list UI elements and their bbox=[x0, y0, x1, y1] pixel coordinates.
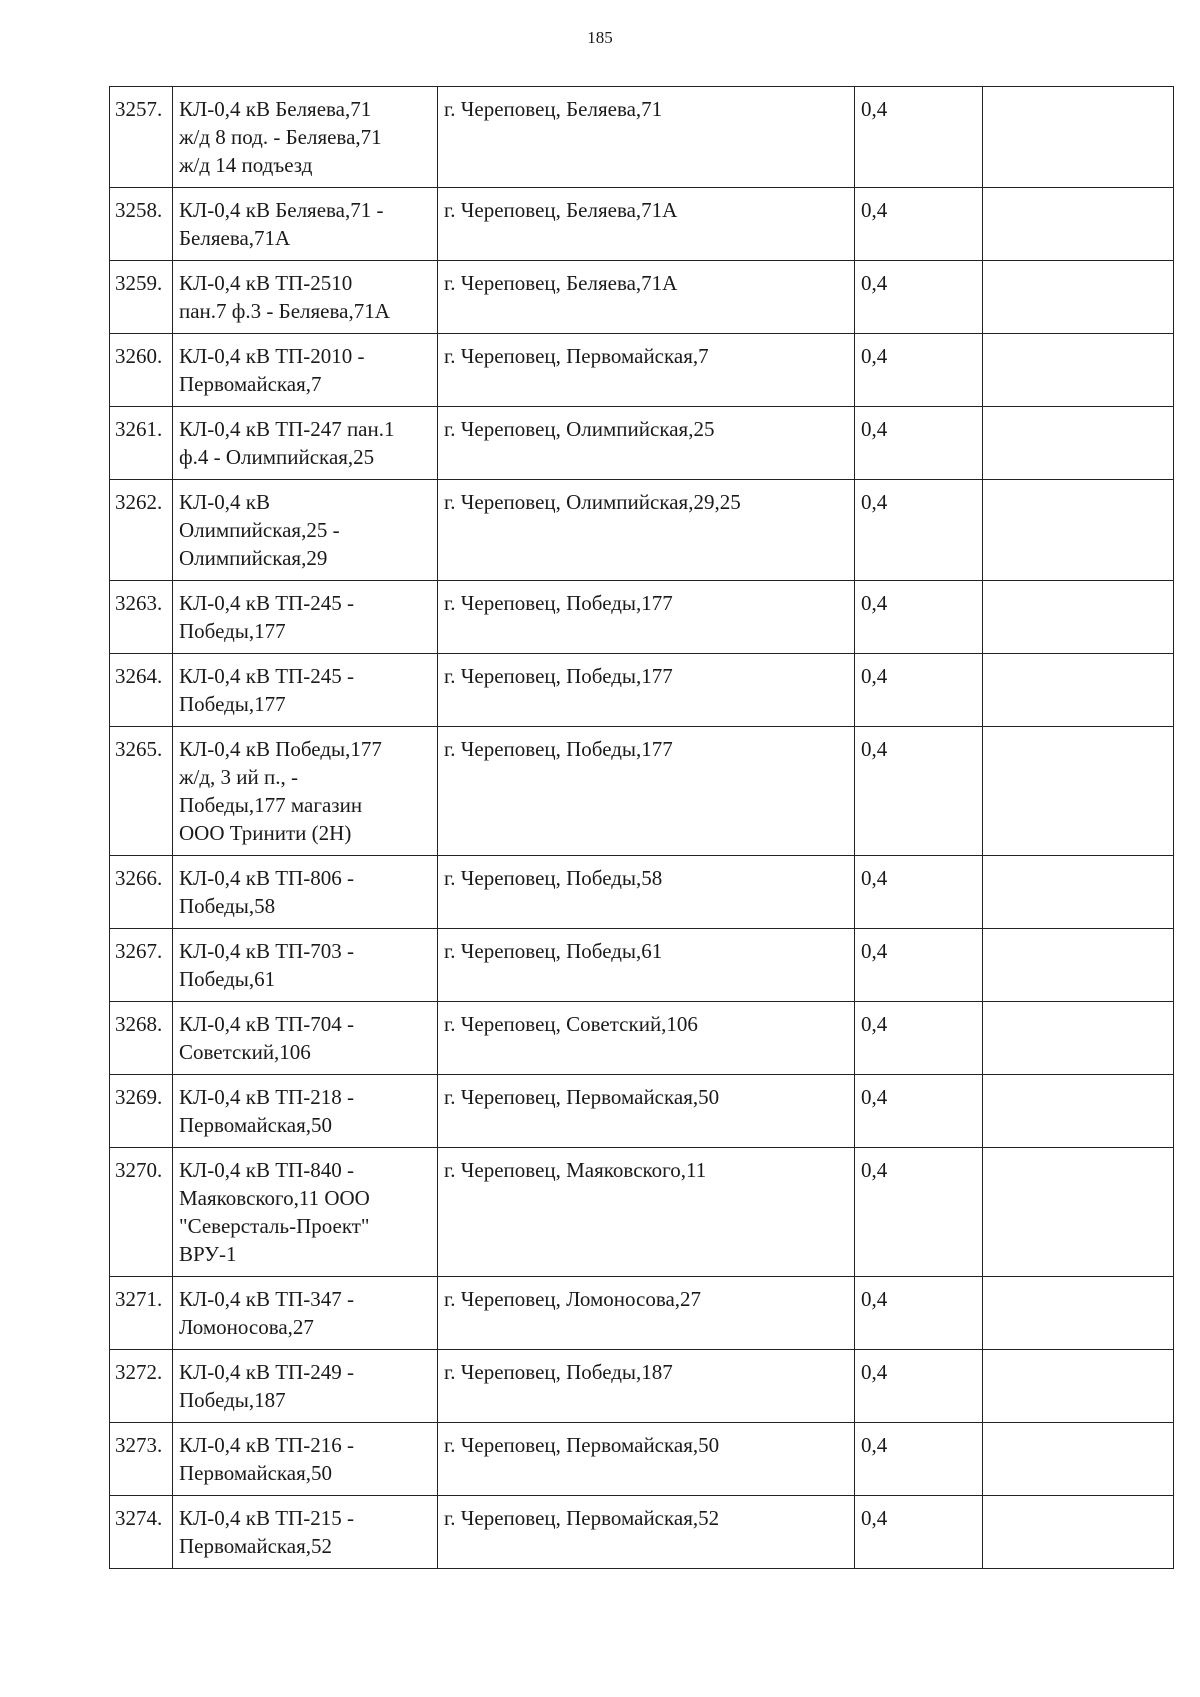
row-number-cell: 3273. bbox=[110, 1423, 173, 1496]
voltage-cell: 0,4 bbox=[855, 188, 983, 261]
voltage-cell: 0,4 bbox=[855, 334, 983, 407]
table-row bbox=[110, 1350, 1174, 1423]
voltage-cell: 0,4 bbox=[855, 1148, 983, 1277]
row-number-cell: 3274. bbox=[110, 1496, 173, 1569]
notes-cell bbox=[983, 480, 1174, 581]
page-number: 185 bbox=[587, 28, 613, 47]
voltage-cell: 0,4 bbox=[855, 727, 983, 856]
address-cell: г. Череповец, Первомайская,50 bbox=[438, 1423, 855, 1496]
row-number-cell: 3268. bbox=[110, 1002, 173, 1075]
line-name-cell: КЛ-0,4 кВ ТП-2510 пан.7 ф.3 - Беляева,71А bbox=[173, 261, 438, 334]
line-name-cell: КЛ-0,4 кВ Победы,177 ж/д, 3 ий п., - Победы,177 магазин ООО Тринити (2Н) bbox=[173, 727, 438, 856]
notes-cell bbox=[983, 1002, 1174, 1075]
notes-cell bbox=[983, 1075, 1174, 1148]
row-number-cell: 3261. bbox=[110, 407, 173, 480]
voltage-cell: 0,4 bbox=[855, 1496, 983, 1569]
table-row bbox=[110, 188, 1174, 261]
table-row bbox=[110, 1277, 1174, 1350]
address-cell: г. Череповец, Первомайская,52 bbox=[438, 1496, 855, 1569]
voltage-cell: 0,4 bbox=[855, 1277, 983, 1350]
row-number-cell: 3266. bbox=[110, 856, 173, 929]
address-cell: г. Череповец, Первомайская,7 bbox=[438, 334, 855, 407]
line-name-cell: КЛ-0,4 кВ ТП-703 - Победы,61 bbox=[173, 929, 438, 1002]
row-number-cell: 3259. bbox=[110, 261, 173, 334]
row-number-cell: 3269. bbox=[110, 1075, 173, 1148]
notes-cell bbox=[983, 727, 1174, 856]
notes-cell bbox=[983, 1277, 1174, 1350]
line-name-cell: КЛ-0,4 кВ ТП-2010 - Первомайская,7 bbox=[173, 334, 438, 407]
address-cell: г. Череповец, Маяковского,11 bbox=[438, 1148, 855, 1277]
address-cell: г. Череповец, Победы,177 bbox=[438, 654, 855, 727]
notes-cell bbox=[983, 856, 1174, 929]
line-name-cell: КЛ-0,4 кВ ТП-347 - Ломоносова,27 bbox=[173, 1277, 438, 1350]
table-row bbox=[110, 856, 1174, 929]
row-number-cell: 3260. bbox=[110, 334, 173, 407]
line-name-cell: КЛ-0,4 кВ ТП-245 - Победы,177 bbox=[173, 654, 438, 727]
row-number-cell: 3267. bbox=[110, 929, 173, 1002]
notes-cell bbox=[983, 87, 1174, 188]
voltage-cell: 0,4 bbox=[855, 1075, 983, 1148]
address-cell: г. Череповец, Беляева,71 bbox=[438, 87, 855, 188]
notes-cell bbox=[983, 334, 1174, 407]
voltage-cell: 0,4 bbox=[855, 581, 983, 654]
line-name-cell: КЛ-0,4 кВ ТП-247 пан.1 ф.4 - Олимпийская,25 bbox=[173, 407, 438, 480]
notes-cell bbox=[983, 1148, 1174, 1277]
address-cell: г. Череповец, Победы,61 bbox=[438, 929, 855, 1002]
row-number-cell: 3264. bbox=[110, 654, 173, 727]
voltage-cell: 0,4 bbox=[855, 1423, 983, 1496]
table-row bbox=[110, 334, 1174, 407]
line-name-cell: КЛ-0,4 кВ ТП-216 - Первомайская,50 bbox=[173, 1423, 438, 1496]
address-cell: г. Череповец, Победы,58 bbox=[438, 856, 855, 929]
notes-cell bbox=[983, 407, 1174, 480]
notes-cell bbox=[983, 188, 1174, 261]
notes-cell bbox=[983, 1496, 1174, 1569]
address-cell: г. Череповец, Беляева,71А bbox=[438, 188, 855, 261]
address-cell: г. Череповец, Победы,187 bbox=[438, 1350, 855, 1423]
table-row bbox=[110, 480, 1174, 581]
notes-cell bbox=[983, 261, 1174, 334]
row-number-cell: 3265. bbox=[110, 727, 173, 856]
row-number-cell: 3262. bbox=[110, 480, 173, 581]
table-row bbox=[110, 87, 1174, 188]
row-number-cell: 3257. bbox=[110, 87, 173, 188]
address-cell: г. Череповец, Победы,177 bbox=[438, 581, 855, 654]
table-row bbox=[110, 1075, 1174, 1148]
address-cell: г. Череповец, Беляева,71А bbox=[438, 261, 855, 334]
table-body bbox=[110, 87, 1174, 1569]
line-name-cell: КЛ-0,4 кВ ТП-218 - Первомайская,50 bbox=[173, 1075, 438, 1148]
line-name-cell: КЛ-0,4 кВ Беляева,71 ж/д 8 под. - Беляева,71 ж/д 14 подъезд bbox=[173, 87, 438, 188]
notes-cell bbox=[983, 1423, 1174, 1496]
voltage-cell: 0,4 bbox=[855, 261, 983, 334]
line-name-cell: КЛ-0,4 кВ Беляева,71 - Беляева,71А bbox=[173, 188, 438, 261]
voltage-cell: 0,4 bbox=[855, 87, 983, 188]
address-cell: г. Череповец, Ломоносова,27 bbox=[438, 1277, 855, 1350]
voltage-cell: 0,4 bbox=[855, 929, 983, 1002]
voltage-cell: 0,4 bbox=[855, 856, 983, 929]
row-number-cell: 3272. bbox=[110, 1350, 173, 1423]
table-row bbox=[110, 727, 1174, 856]
voltage-cell: 0,4 bbox=[855, 1002, 983, 1075]
line-name-cell: КЛ-0,4 кВ ТП-215 - Первомайская,52 bbox=[173, 1496, 438, 1569]
table-row bbox=[110, 654, 1174, 727]
cable-lines-table bbox=[109, 86, 1174, 1569]
line-name-cell: КЛ-0,4 кВ ТП-249 - Победы,187 bbox=[173, 1350, 438, 1423]
voltage-cell: 0,4 bbox=[855, 407, 983, 480]
row-number-cell: 3263. bbox=[110, 581, 173, 654]
row-number-cell: 3270. bbox=[110, 1148, 173, 1277]
table-row bbox=[110, 1148, 1174, 1277]
row-number-cell: 3271. bbox=[110, 1277, 173, 1350]
table-row bbox=[110, 1002, 1174, 1075]
table-row bbox=[110, 261, 1174, 334]
line-name-cell: КЛ-0,4 кВ ТП-806 - Победы,58 bbox=[173, 856, 438, 929]
address-cell: г. Череповец, Советский,106 bbox=[438, 1002, 855, 1075]
voltage-cell: 0,4 bbox=[855, 480, 983, 581]
line-name-cell: КЛ-0,4 кВ ТП-840 - Маяковского,11 ООО "Северсталь-Проект" ВРУ-1 bbox=[173, 1148, 438, 1277]
notes-cell bbox=[983, 654, 1174, 727]
table-row bbox=[110, 581, 1174, 654]
address-cell: г. Череповец, Олимпийская,29,25 bbox=[438, 480, 855, 581]
table-row bbox=[110, 1496, 1174, 1569]
address-cell: г. Череповец, Первомайская,50 bbox=[438, 1075, 855, 1148]
voltage-cell: 0,4 bbox=[855, 654, 983, 727]
table-row bbox=[110, 929, 1174, 1002]
address-cell: г. Череповец, Олимпийская,25 bbox=[438, 407, 855, 480]
line-name-cell: КЛ-0,4 кВ ТП-245 - Победы,177 bbox=[173, 581, 438, 654]
line-name-cell: КЛ-0,4 кВ Олимпийская,25 - Олимпийская,29 bbox=[173, 480, 438, 581]
row-number-cell: 3258. bbox=[110, 188, 173, 261]
notes-cell bbox=[983, 1350, 1174, 1423]
table-row bbox=[110, 407, 1174, 480]
notes-cell bbox=[983, 929, 1174, 1002]
table-row bbox=[110, 1423, 1174, 1496]
notes-cell bbox=[983, 581, 1174, 654]
line-name-cell: КЛ-0,4 кВ ТП-704 - Советский,106 bbox=[173, 1002, 438, 1075]
voltage-cell: 0,4 bbox=[855, 1350, 983, 1423]
address-cell: г. Череповец, Победы,177 bbox=[438, 727, 855, 856]
